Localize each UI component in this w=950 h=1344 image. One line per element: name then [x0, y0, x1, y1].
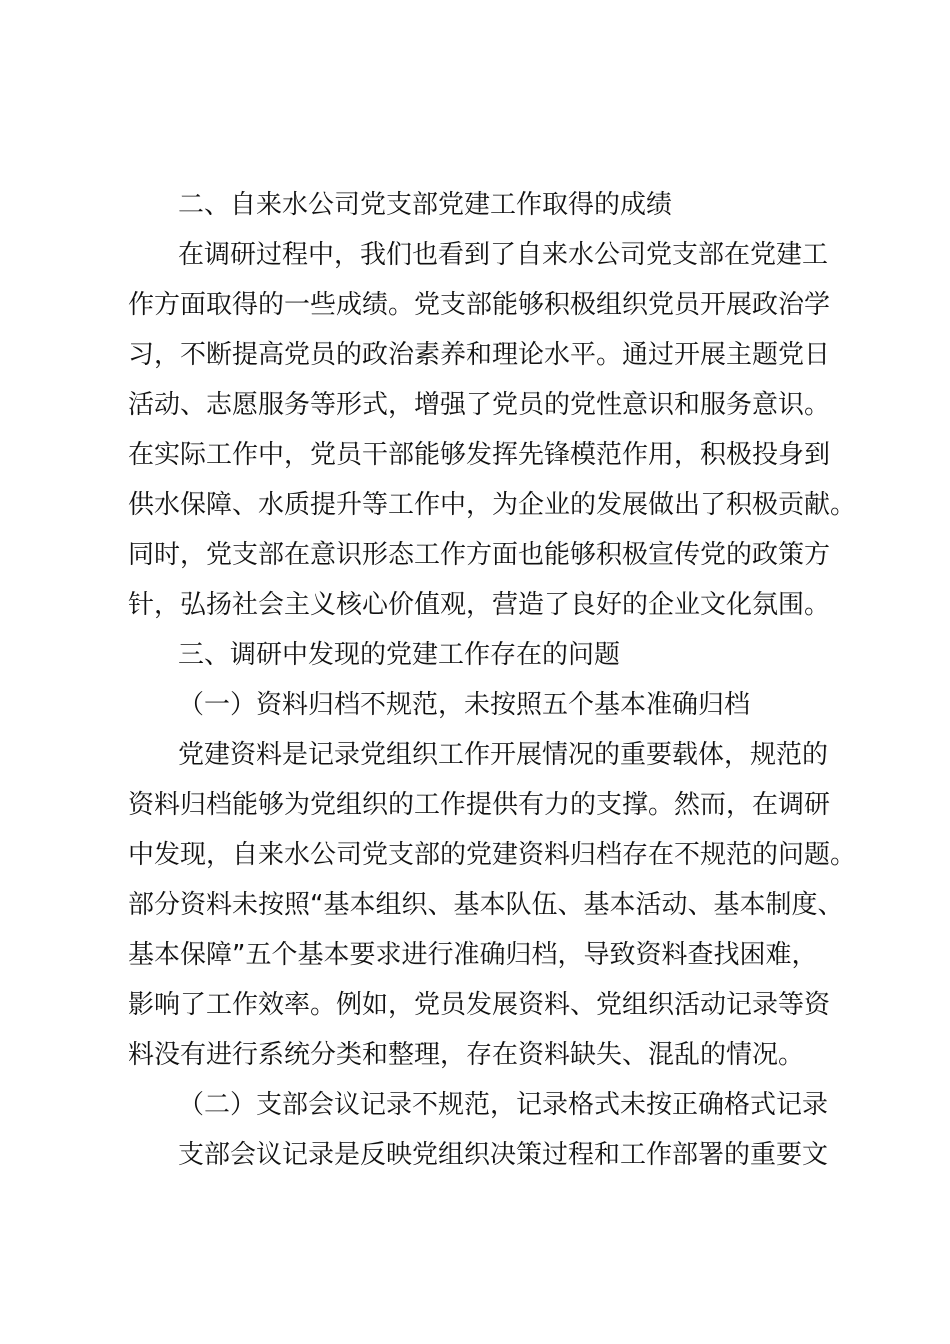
paragraph-line: 基本保障”五个基本要求进行准确归档，导致资料查找困难，: [128, 940, 818, 970]
section-heading-line: （二）支部会议记录不规范，记录格式未按正确格式记录: [178, 1090, 829, 1120]
paragraph-line: 资料归档能够为党组织的工作提供有力的支撑。然而，在调研: [128, 790, 831, 820]
paragraph-line: 供水保障、水质提升等工作中，为企业的发展做出了积极贡献。: [128, 490, 857, 520]
section-heading-line: 三、调研中发现的党建工作存在的问题: [178, 640, 621, 670]
paragraph-line: 支部会议记录是反映党组织决策过程和工作部署的重要文: [178, 1140, 829, 1170]
paragraph-line: 同时，党支部在意识形态工作方面也能够积极宣传党的政策方: [128, 540, 831, 570]
section-heading-line: （一）资料归档不规范，未按照五个基本准确归档: [178, 690, 751, 720]
section-heading-line: 二、自来水公司党支部党建工作取得的成绩: [178, 190, 673, 220]
paragraph-line: 在调研过程中，我们也看到了自来水公司党支部在党建工: [178, 240, 829, 270]
paragraph-line: 中发现，自来水公司党支部的党建资料归档存在不规范的问题。: [128, 840, 857, 870]
paragraph-line: 料没有进行系统分类和整理，存在资料缺失、混乱的情况。: [128, 1040, 805, 1070]
paragraph-line: 习，不断提高党员的政治素养和理论水平。通过开展主题党日: [128, 340, 831, 370]
paragraph-line: 影响了工作效率。例如，党员发展资料、党组织活动记录等资: [128, 990, 831, 1020]
paragraph-line: 在实际工作中，党员干部能够发挥先锋模范作用，积极投身到: [128, 440, 831, 470]
document-body: [128, 180, 857, 1180]
paragraph-line: 作方面取得的一些成绩。党支部能够积极组织党员开展政治学: [128, 290, 831, 320]
paragraph-line: 党建资料是记录党组织工作开展情况的重要载体，规范的: [178, 740, 829, 770]
paragraph-line: 部分资料未按照“基本组织、基本队伍、基本活动、基本制度、: [128, 890, 844, 920]
paragraph-line: 针，弘扬社会主义核心价值观，营造了良好的企业文化氛围。: [128, 590, 831, 620]
paragraph-line: 活动、志愿服务等形式，增强了党员的党性意识和服务意识。: [128, 390, 831, 420]
